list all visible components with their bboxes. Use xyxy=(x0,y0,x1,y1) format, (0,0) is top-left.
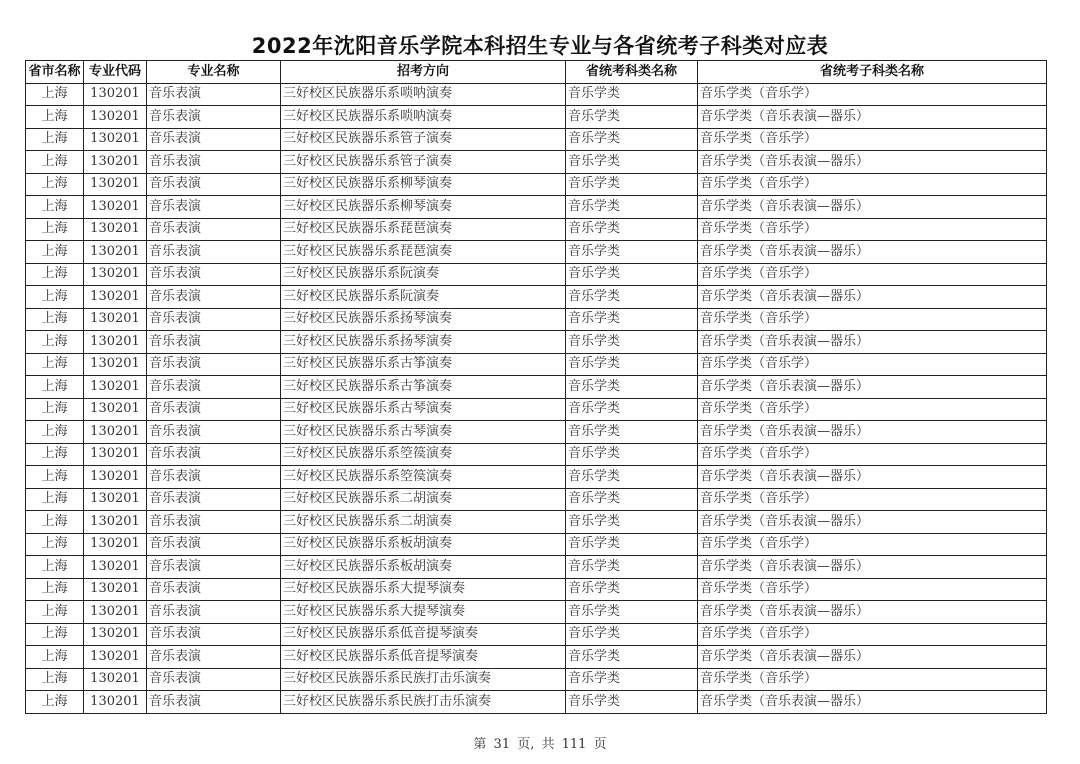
cell-province: 上海 xyxy=(26,241,84,264)
cell-major-code: 130201 xyxy=(84,106,147,129)
cell-exam-category: 音乐学类 xyxy=(566,668,698,691)
cell-exam-category: 音乐学类 xyxy=(566,556,698,579)
cell-exam-direction: 三好校区民族器乐系唢呐演奏 xyxy=(281,106,566,129)
cell-province: 上海 xyxy=(26,556,84,579)
cell-province: 上海 xyxy=(26,578,84,601)
table-row xyxy=(26,443,1047,466)
cell-exam-subcategory: 音乐学类（音乐表演—器乐） xyxy=(698,151,1047,174)
cell-province: 上海 xyxy=(26,308,84,331)
cell-major-code: 130201 xyxy=(84,443,147,466)
cell-exam-subcategory: 音乐学类（音乐表演—器乐） xyxy=(698,466,1047,489)
cell-province: 上海 xyxy=(26,173,84,196)
cell-exam-subcategory: 音乐学类（音乐表演—器乐） xyxy=(698,376,1047,399)
cell-exam-direction: 三好校区民族器乐系大提琴演奏 xyxy=(281,578,566,601)
table-row xyxy=(26,421,1047,444)
cell-province: 上海 xyxy=(26,286,84,309)
cell-exam-subcategory: 音乐学类（音乐学） xyxy=(698,398,1047,421)
cell-major-name: 音乐表演 xyxy=(147,353,281,376)
cell-exam-category: 音乐学类 xyxy=(566,398,698,421)
table-row xyxy=(26,398,1047,421)
cell-exam-subcategory: 音乐学类（音乐学） xyxy=(698,173,1047,196)
cell-major-name: 音乐表演 xyxy=(147,128,281,151)
table-header-row xyxy=(26,61,1047,84)
table-row xyxy=(26,106,1047,129)
header-major-code: 专业代码 xyxy=(84,61,147,84)
cell-province: 上海 xyxy=(26,511,84,534)
table-row xyxy=(26,331,1047,354)
cell-major-name: 音乐表演 xyxy=(147,196,281,219)
cell-major-code: 130201 xyxy=(84,466,147,489)
cell-exam-category: 音乐学类 xyxy=(566,331,698,354)
cell-major-name: 音乐表演 xyxy=(147,601,281,624)
cell-province: 上海 xyxy=(26,128,84,151)
cell-province: 上海 xyxy=(26,488,84,511)
cell-major-code: 130201 xyxy=(84,578,147,601)
table-row xyxy=(26,286,1047,309)
cell-exam-subcategory: 音乐学类（音乐学） xyxy=(698,218,1047,241)
cell-major-name: 音乐表演 xyxy=(147,443,281,466)
table-body xyxy=(26,83,1047,713)
table-row xyxy=(26,196,1047,219)
cell-major-name: 音乐表演 xyxy=(147,511,281,534)
table-row xyxy=(26,466,1047,489)
cell-major-name: 音乐表演 xyxy=(147,421,281,444)
cell-exam-direction: 三好校区民族器乐系扬琴演奏 xyxy=(281,308,566,331)
table-row xyxy=(26,376,1047,399)
cell-major-name: 音乐表演 xyxy=(147,556,281,579)
cell-major-name: 音乐表演 xyxy=(147,623,281,646)
header-major-name: 专业名称 xyxy=(147,61,281,84)
cell-major-code: 130201 xyxy=(84,286,147,309)
cell-exam-subcategory: 音乐学类（音乐学） xyxy=(698,83,1047,106)
cell-major-code: 130201 xyxy=(84,331,147,354)
cell-major-code: 130201 xyxy=(84,511,147,534)
cell-major-name: 音乐表演 xyxy=(147,151,281,174)
cell-major-code: 130201 xyxy=(84,691,147,714)
table-row xyxy=(26,691,1047,714)
cell-exam-direction: 三好校区民族器乐系低音提琴演奏 xyxy=(281,646,566,669)
cell-exam-subcategory: 音乐学类（音乐表演—器乐） xyxy=(698,511,1047,534)
cell-major-name: 音乐表演 xyxy=(147,646,281,669)
cell-exam-subcategory: 音乐学类（音乐表演—器乐） xyxy=(698,241,1047,264)
cell-exam-category: 音乐学类 xyxy=(566,263,698,286)
table-row xyxy=(26,83,1047,106)
cell-exam-subcategory: 音乐学类（音乐表演—器乐） xyxy=(698,196,1047,219)
cell-major-code: 130201 xyxy=(84,83,147,106)
cell-major-code: 130201 xyxy=(84,421,147,444)
cell-exam-subcategory: 音乐学类（音乐表演—器乐） xyxy=(698,646,1047,669)
cell-exam-direction: 三好校区民族器乐系二胡演奏 xyxy=(281,488,566,511)
cell-major-code: 130201 xyxy=(84,241,147,264)
cell-major-code: 130201 xyxy=(84,556,147,579)
cell-exam-subcategory: 音乐学类（音乐学） xyxy=(698,443,1047,466)
table-row xyxy=(26,668,1047,691)
cell-major-code: 130201 xyxy=(84,173,147,196)
table-row xyxy=(26,263,1047,286)
cell-exam-subcategory: 音乐学类（音乐学） xyxy=(698,623,1047,646)
cell-major-code: 130201 xyxy=(84,263,147,286)
cell-exam-subcategory: 音乐学类（音乐表演—器乐） xyxy=(698,286,1047,309)
table-row xyxy=(26,151,1047,174)
table-row xyxy=(26,646,1047,669)
cell-exam-category: 音乐学类 xyxy=(566,601,698,624)
table-row xyxy=(26,218,1047,241)
table-row xyxy=(26,308,1047,331)
cell-major-code: 130201 xyxy=(84,601,147,624)
table-row xyxy=(26,578,1047,601)
cell-exam-subcategory: 音乐学类（音乐学） xyxy=(698,308,1047,331)
cell-province: 上海 xyxy=(26,398,84,421)
cell-major-code: 130201 xyxy=(84,488,147,511)
cell-exam-category: 音乐学类 xyxy=(566,218,698,241)
cell-province: 上海 xyxy=(26,151,84,174)
cell-province: 上海 xyxy=(26,263,84,286)
cell-exam-direction: 三好校区民族器乐系大提琴演奏 xyxy=(281,601,566,624)
cell-major-name: 音乐表演 xyxy=(147,398,281,421)
cell-major-code: 130201 xyxy=(84,668,147,691)
cell-major-name: 音乐表演 xyxy=(147,578,281,601)
cell-major-name: 音乐表演 xyxy=(147,488,281,511)
cell-province: 上海 xyxy=(26,443,84,466)
cell-province: 上海 xyxy=(26,691,84,714)
cell-major-name: 音乐表演 xyxy=(147,466,281,489)
cell-province: 上海 xyxy=(26,623,84,646)
cell-exam-subcategory: 音乐学类（音乐学） xyxy=(698,533,1047,556)
cell-exam-category: 音乐学类 xyxy=(566,308,698,331)
cell-exam-direction: 三好校区民族器乐系古琴演奏 xyxy=(281,398,566,421)
cell-province: 上海 xyxy=(26,421,84,444)
cell-province: 上海 xyxy=(26,218,84,241)
table-row xyxy=(26,128,1047,151)
cell-exam-direction: 三好校区民族器乐系箜篌演奏 xyxy=(281,466,566,489)
cell-exam-subcategory: 音乐学类（音乐表演—器乐） xyxy=(698,691,1047,714)
cell-major-code: 130201 xyxy=(84,218,147,241)
cell-exam-category: 音乐学类 xyxy=(566,376,698,399)
table-row xyxy=(26,241,1047,264)
cell-major-code: 130201 xyxy=(84,128,147,151)
cell-exam-category: 音乐学类 xyxy=(566,286,698,309)
cell-exam-direction: 三好校区民族器乐系柳琴演奏 xyxy=(281,173,566,196)
cell-exam-subcategory: 音乐学类（音乐学） xyxy=(698,263,1047,286)
cell-province: 上海 xyxy=(26,353,84,376)
cell-exam-category: 音乐学类 xyxy=(566,106,698,129)
cell-exam-category: 音乐学类 xyxy=(566,151,698,174)
header-province: 省市名称 xyxy=(26,61,84,84)
cell-exam-category: 音乐学类 xyxy=(566,466,698,489)
cell-exam-category: 音乐学类 xyxy=(566,691,698,714)
major-category-table xyxy=(25,60,1047,714)
cell-major-name: 音乐表演 xyxy=(147,263,281,286)
cell-exam-category: 音乐学类 xyxy=(566,173,698,196)
cell-major-name: 音乐表演 xyxy=(147,668,281,691)
header-exam-direction: 招考方向 xyxy=(281,61,566,84)
page-footer: 第 31 页, 共 111 页 xyxy=(473,737,607,752)
cell-exam-direction: 三好校区民族器乐系唢呐演奏 xyxy=(281,83,566,106)
cell-exam-category: 音乐学类 xyxy=(566,353,698,376)
cell-major-name: 音乐表演 xyxy=(147,376,281,399)
cell-province: 上海 xyxy=(26,83,84,106)
cell-exam-direction: 三好校区民族器乐系板胡演奏 xyxy=(281,533,566,556)
cell-exam-subcategory: 音乐学类（音乐表演—器乐） xyxy=(698,421,1047,444)
cell-exam-subcategory: 音乐学类（音乐学） xyxy=(698,578,1047,601)
table-row xyxy=(26,353,1047,376)
cell-major-name: 音乐表演 xyxy=(147,83,281,106)
cell-major-code: 130201 xyxy=(84,398,147,421)
cell-exam-category: 音乐学类 xyxy=(566,488,698,511)
cell-major-name: 音乐表演 xyxy=(147,106,281,129)
table-row xyxy=(26,623,1047,646)
cell-exam-subcategory: 音乐学类（音乐表演—器乐） xyxy=(698,331,1047,354)
cell-exam-category: 音乐学类 xyxy=(566,578,698,601)
cell-exam-direction: 三好校区民族器乐系管子演奏 xyxy=(281,128,566,151)
cell-exam-category: 音乐学类 xyxy=(566,511,698,534)
cell-exam-direction: 三好校区民族器乐系柳琴演奏 xyxy=(281,196,566,219)
cell-major-code: 130201 xyxy=(84,623,147,646)
cell-province: 上海 xyxy=(26,601,84,624)
cell-major-code: 130201 xyxy=(84,646,147,669)
cell-exam-category: 音乐学类 xyxy=(566,241,698,264)
document-title: 2022年沈阳音乐学院本科招生专业与各省统考子科类对应表 xyxy=(251,34,829,58)
cell-major-code: 130201 xyxy=(84,353,147,376)
cell-exam-subcategory: 音乐学类（音乐表演—器乐） xyxy=(698,556,1047,579)
table-row xyxy=(26,173,1047,196)
cell-major-name: 音乐表演 xyxy=(147,691,281,714)
cell-exam-subcategory: 音乐学类（音乐学） xyxy=(698,128,1047,151)
cell-exam-direction: 三好校区民族器乐系民族打击乐演奏 xyxy=(281,691,566,714)
cell-exam-direction: 三好校区民族器乐系二胡演奏 xyxy=(281,511,566,534)
cell-major-code: 130201 xyxy=(84,376,147,399)
cell-major-name: 音乐表演 xyxy=(147,533,281,556)
cell-province: 上海 xyxy=(26,331,84,354)
cell-exam-subcategory: 音乐学类（音乐表演—器乐） xyxy=(698,106,1047,129)
cell-major-code: 130201 xyxy=(84,308,147,331)
cell-province: 上海 xyxy=(26,646,84,669)
cell-exam-subcategory: 音乐学类（音乐学） xyxy=(698,353,1047,376)
cell-exam-category: 音乐学类 xyxy=(566,623,698,646)
cell-province: 上海 xyxy=(26,533,84,556)
cell-exam-direction: 三好校区民族器乐系低音提琴演奏 xyxy=(281,623,566,646)
cell-exam-subcategory: 音乐学类（音乐学） xyxy=(698,668,1047,691)
cell-exam-direction: 三好校区民族器乐系扬琴演奏 xyxy=(281,331,566,354)
cell-exam-direction: 三好校区民族器乐系琵琶演奏 xyxy=(281,241,566,264)
table-row xyxy=(26,533,1047,556)
cell-major-name: 音乐表演 xyxy=(147,241,281,264)
cell-province: 上海 xyxy=(26,376,84,399)
cell-exam-category: 音乐学类 xyxy=(566,421,698,444)
cell-major-code: 130201 xyxy=(84,151,147,174)
cell-exam-direction: 三好校区民族器乐系古筝演奏 xyxy=(281,376,566,399)
header-exam-subcategory: 省统考子科类名称 xyxy=(698,61,1047,84)
cell-province: 上海 xyxy=(26,466,84,489)
cell-exam-subcategory: 音乐学类（音乐学） xyxy=(698,488,1047,511)
cell-exam-direction: 三好校区民族器乐系管子演奏 xyxy=(281,151,566,174)
cell-exam-direction: 三好校区民族器乐系板胡演奏 xyxy=(281,556,566,579)
table-row xyxy=(26,511,1047,534)
cell-exam-category: 音乐学类 xyxy=(566,196,698,219)
cell-province: 上海 xyxy=(26,668,84,691)
cell-exam-category: 音乐学类 xyxy=(566,533,698,556)
table-row xyxy=(26,488,1047,511)
cell-major-name: 音乐表演 xyxy=(147,218,281,241)
cell-exam-category: 音乐学类 xyxy=(566,646,698,669)
cell-major-name: 音乐表演 xyxy=(147,286,281,309)
cell-major-name: 音乐表演 xyxy=(147,173,281,196)
cell-exam-direction: 三好校区民族器乐系民族打击乐演奏 xyxy=(281,668,566,691)
cell-exam-category: 音乐学类 xyxy=(566,83,698,106)
cell-province: 上海 xyxy=(26,196,84,219)
cell-exam-direction: 三好校区民族器乐系阮演奏 xyxy=(281,263,566,286)
table-row xyxy=(26,601,1047,624)
cell-major-name: 音乐表演 xyxy=(147,331,281,354)
cell-exam-direction: 三好校区民族器乐系阮演奏 xyxy=(281,286,566,309)
cell-major-name: 音乐表演 xyxy=(147,308,281,331)
cell-exam-direction: 三好校区民族器乐系古琴演奏 xyxy=(281,421,566,444)
cell-exam-category: 音乐学类 xyxy=(566,128,698,151)
cell-major-code: 130201 xyxy=(84,533,147,556)
cell-exam-direction: 三好校区民族器乐系古筝演奏 xyxy=(281,353,566,376)
cell-exam-subcategory: 音乐学类（音乐表演—器乐） xyxy=(698,601,1047,624)
cell-exam-category: 音乐学类 xyxy=(566,443,698,466)
table-row xyxy=(26,556,1047,579)
cell-exam-direction: 三好校区民族器乐系琵琶演奏 xyxy=(281,218,566,241)
cell-major-code: 130201 xyxy=(84,196,147,219)
cell-exam-direction: 三好校区民族器乐系箜篌演奏 xyxy=(281,443,566,466)
cell-province: 上海 xyxy=(26,106,84,129)
header-exam-category: 省统考科类名称 xyxy=(566,61,698,84)
